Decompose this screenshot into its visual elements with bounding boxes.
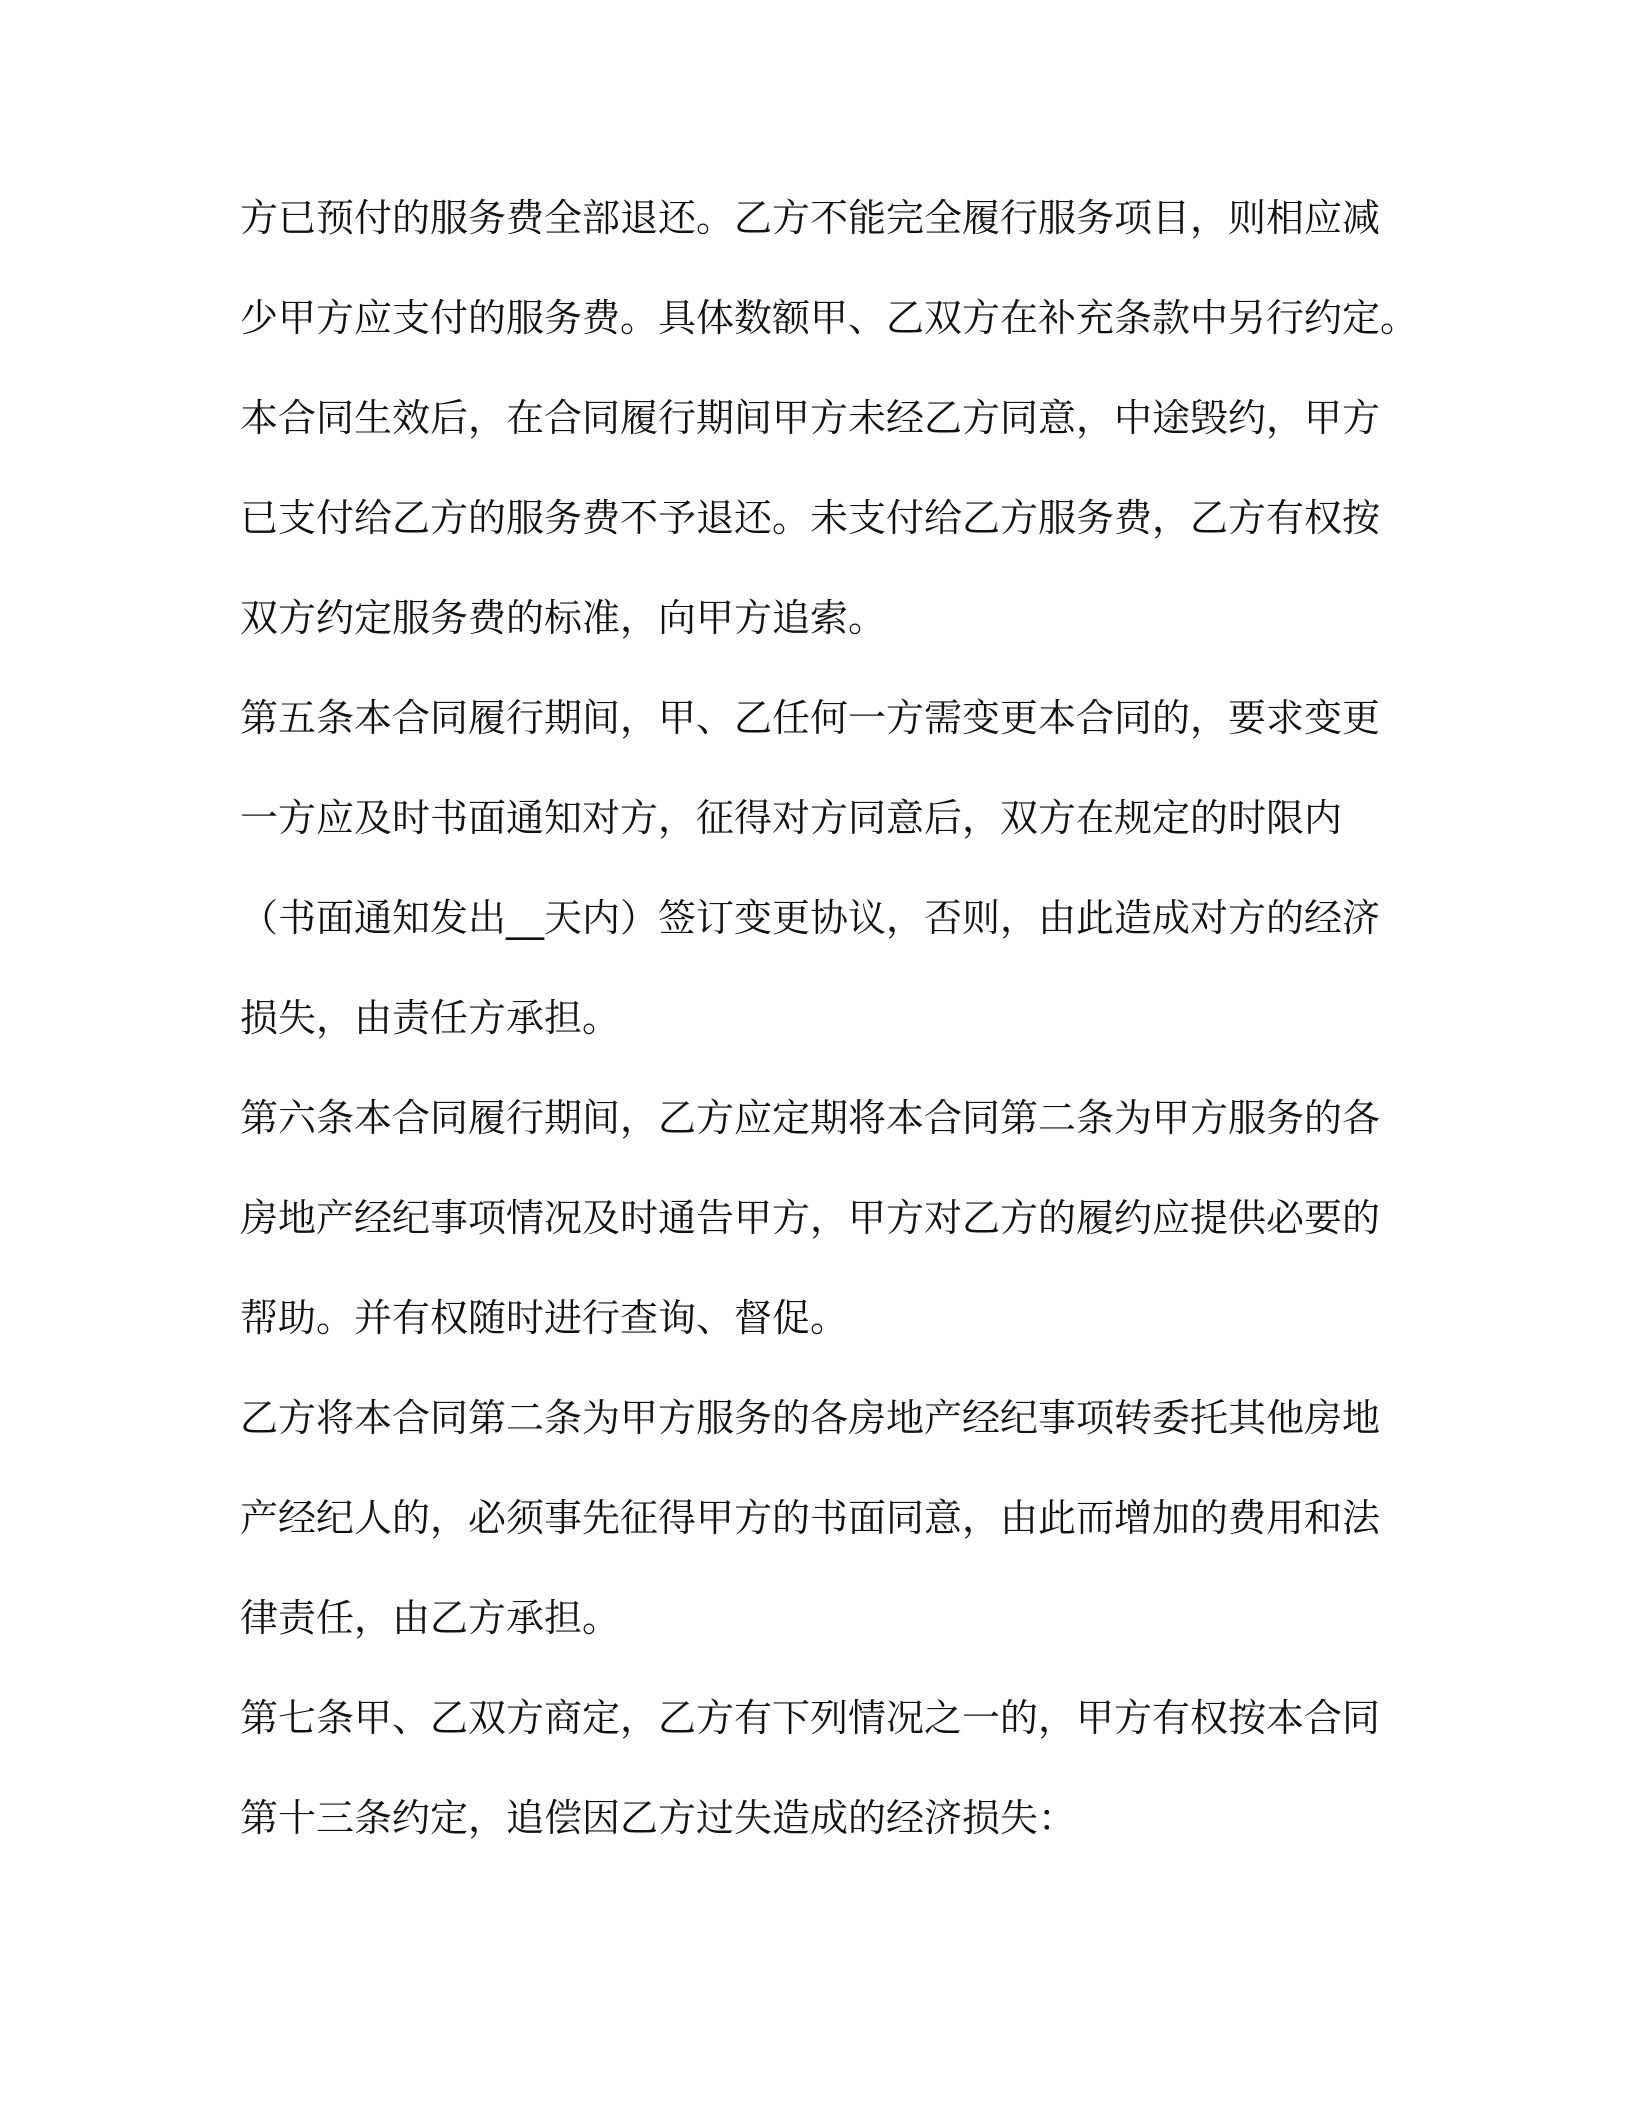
text-line: 少甲方应支付的服务费。具体数额甲、乙双方在补充条款中另行约定。 (240, 296, 1419, 340)
text-line: 乙方将本合同第二条为甲方服务的各房地产经纪事项转委托其他房地 (240, 1396, 1381, 1440)
text-line: 双方约定服务费的标准，向甲方追索。 (240, 596, 887, 640)
text-line: 损失，由责任方承担。 (240, 996, 621, 1040)
text-line: 第七条甲、乙双方商定，乙方有下列情况之一的，甲方有权按本合同 (240, 1696, 1381, 1740)
text-line: 第五条本合同履行期间，甲、乙任何一方需变更本合同的，要求变更 (240, 696, 1381, 740)
text-line: 方已预付的服务费全部退还。乙方不能完全履行服务项目，则相应减 (240, 196, 1381, 240)
text-line: 第十三条约定，追偿因乙方过失造成的经济损失： (240, 1796, 1077, 1840)
text-line: （书面通知发出__天内）签订变更协议，否则，由此造成对方的经济 (240, 896, 1381, 940)
text-line: 已支付给乙方的服务费不予退还。未支付给乙方服务费，乙方有权按 (240, 496, 1381, 540)
text-line: 律责任，由乙方承担。 (240, 1596, 621, 1640)
text-line: 第六条本合同履行期间，乙方应定期将本合同第二条为甲方服务的各 (240, 1096, 1381, 1140)
text-line: 本合同生效后，在合同履行期间甲方未经乙方同意，中途毁约，甲方 (240, 396, 1381, 440)
text-line: 帮助。并有权随时进行查询、督促。 (240, 1296, 849, 1340)
text-line: 产经纪人的，必须事先征得甲方的书面同意，由此而增加的费用和法 (240, 1496, 1381, 1540)
text-line: 一方应及时书面通知对方，征得对方同意后，双方在规定的时限内 (240, 796, 1343, 840)
text-line: 房地产经纪事项情况及时通告甲方，甲方对乙方的履约应提供必要的 (240, 1196, 1381, 1240)
